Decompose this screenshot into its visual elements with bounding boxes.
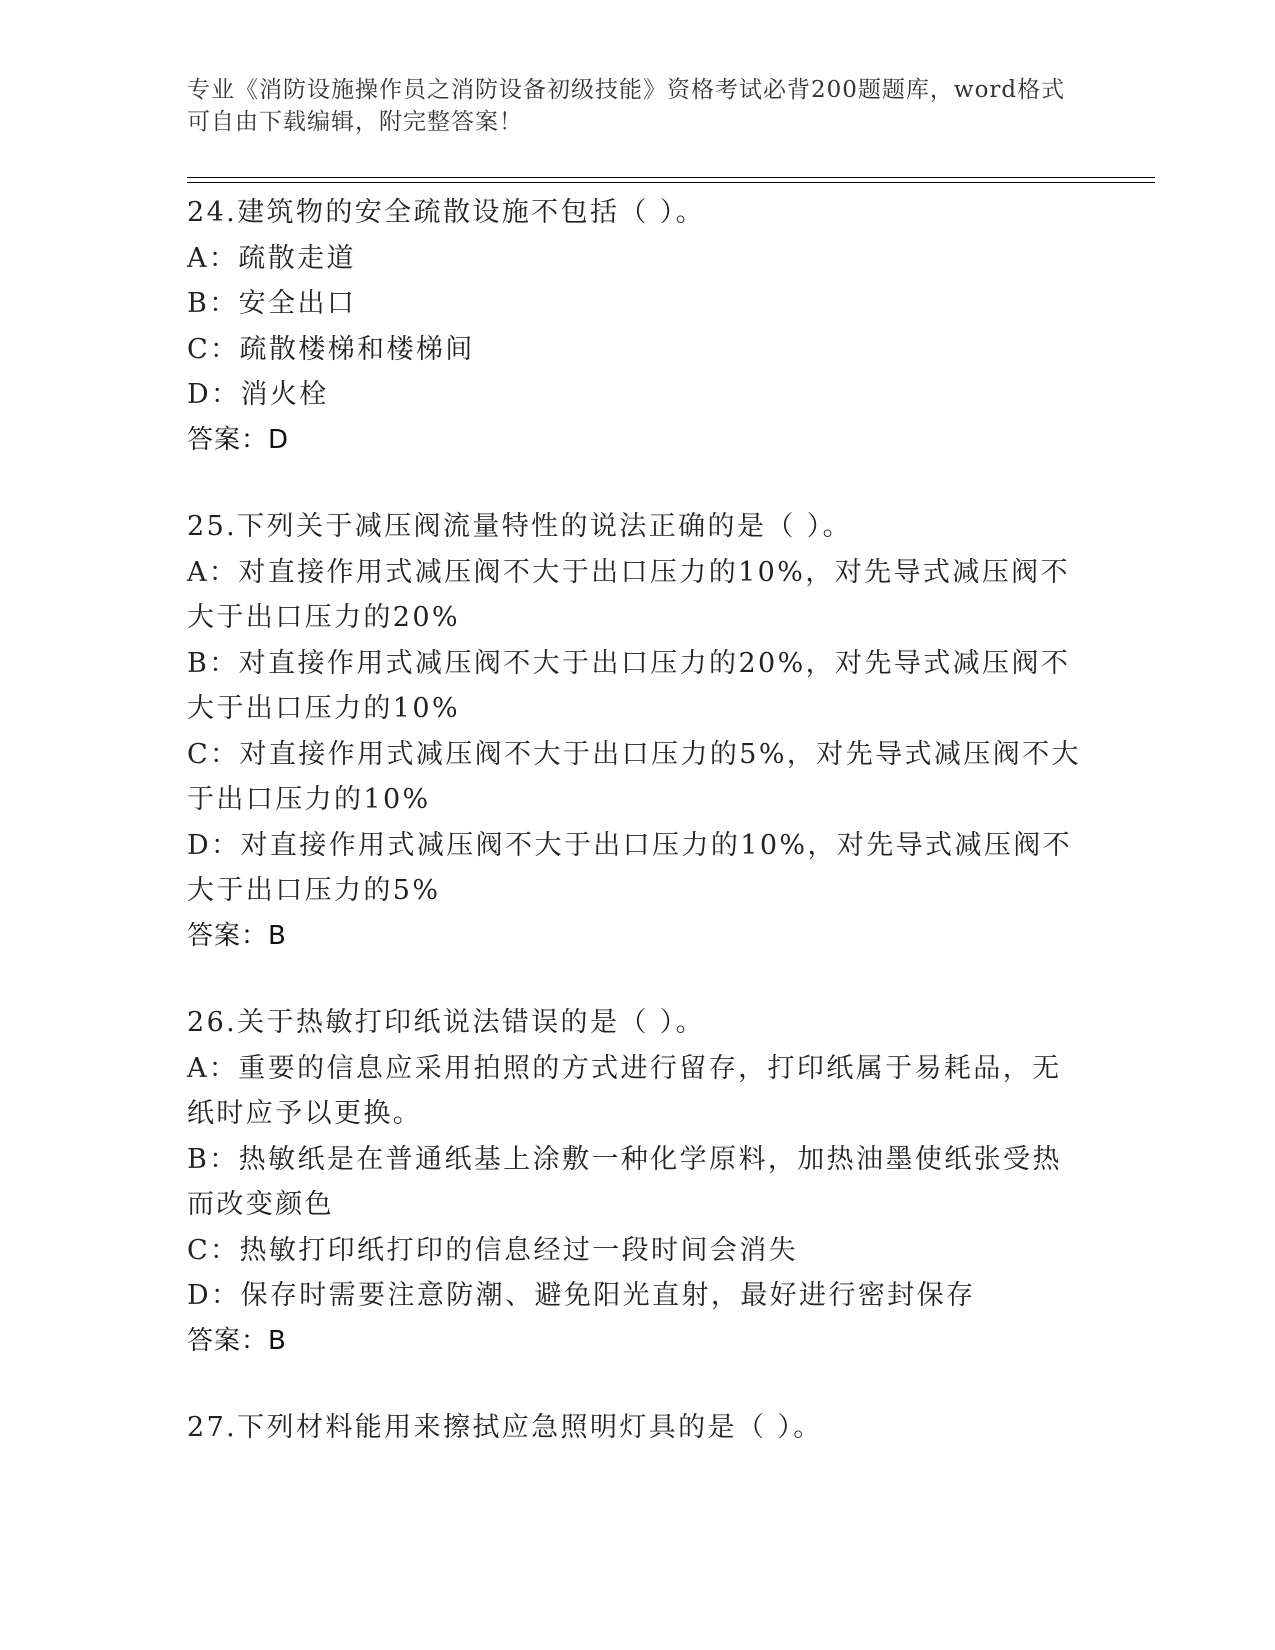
option-a: A：疏散走道	[187, 242, 356, 274]
question-stem: 24.建筑物的安全疏散设施不包括（ ）。	[187, 197, 706, 228]
option-c: C：对直接作用式减压阀不大于出口压力的5%，对先导式减压阀不大于出口压力的10%	[187, 738, 1081, 815]
option-b: B：安全出口	[187, 288, 357, 319]
option-c: C：热敏打印纸打印的信息经过一段时间会消失	[187, 1234, 799, 1266]
question-stem: 25.下列关于减压阀流量特性的说法正确的是（ ）。	[187, 511, 853, 542]
option-b: B：热敏纸是在普通纸基上涂敷一种化学原料，加热油墨使纸张受热而改变颜色	[187, 1143, 1062, 1220]
question-24	[187, 190, 1087, 463]
answer-label: 答案：B	[187, 920, 287, 951]
question-27	[187, 1405, 1087, 1451]
question-25	[187, 504, 1087, 959]
question-stem: 27.下列材料能用来擦拭应急照明灯具的是（ ）。	[187, 1412, 823, 1443]
question-stem: 26.关于热敏打印纸说法错误的是（ ）。	[187, 1007, 706, 1038]
document-header: 专业《消防设施操作员之消防设备初级技能》资格考试必背200题题库，word格式可自由下载编辑，附完整答案！	[187, 77, 1066, 135]
header-rule-top	[187, 177, 1155, 178]
option-a: A：重要的信息应采用拍照的方式进行留存，打印纸属于易耗品，无纸时应予以更换。	[187, 1052, 1062, 1129]
option-a: A：对直接作用式减压阀不大于出口压力的10%，对先导式减压阀不大于出口压力的20%	[187, 556, 1070, 633]
option-d: D：消火栓	[187, 379, 329, 410]
option-b: B：对直接作用式减压阀不大于出口压力的20%，对先导式减压阀不大于出口压力的10%	[187, 647, 1071, 724]
answer-label: 答案：D	[187, 424, 290, 455]
question-list	[187, 190, 1087, 1492]
answer-label: 答案：B	[187, 1325, 287, 1356]
header-rule-bottom	[187, 182, 1155, 183]
question-26	[187, 1000, 1087, 1364]
option-c: C：疏散楼梯和楼梯间	[187, 333, 475, 365]
option-d: D：保存时需要注意防潮、避免阳光直射，最好进行密封保存	[187, 1280, 976, 1311]
option-d: D：对直接作用式减压阀不大于出口压力的10%，对先导式减压阀不大于出口压力的5%	[187, 829, 1073, 906]
